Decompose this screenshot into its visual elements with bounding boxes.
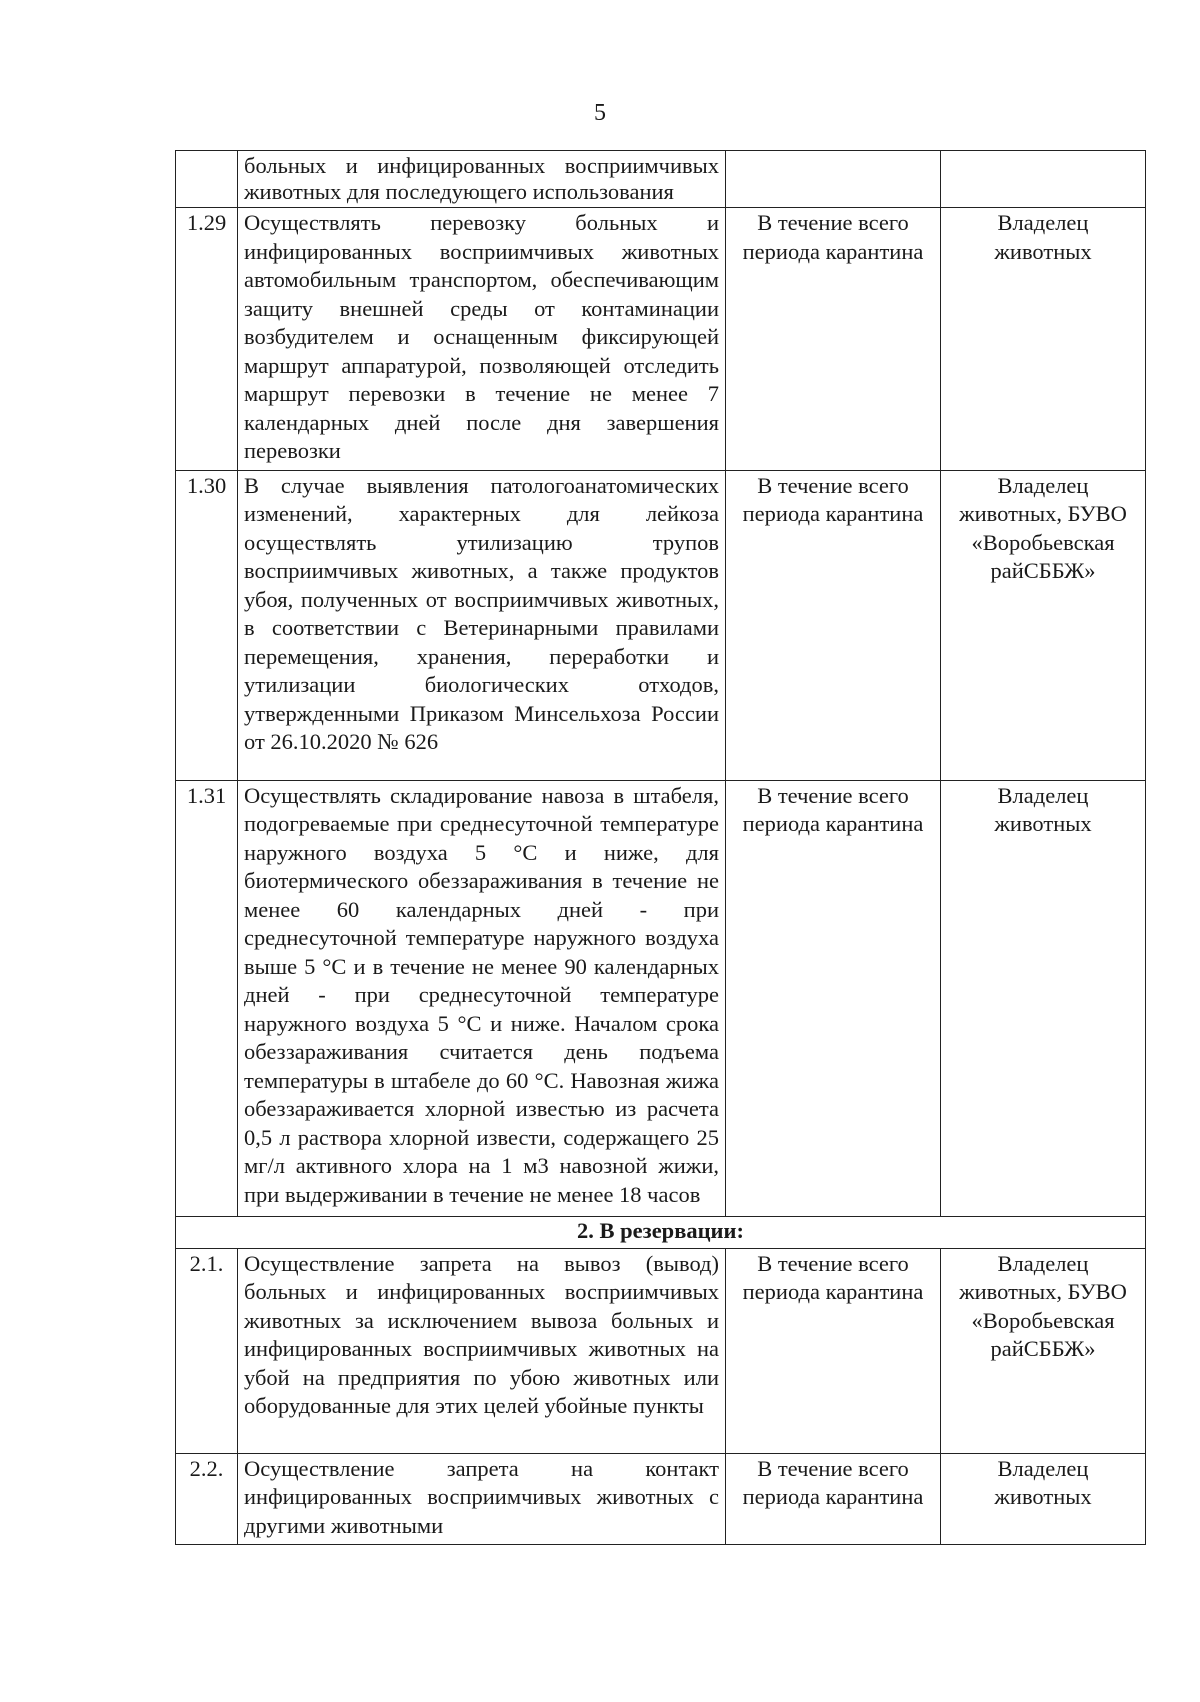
row-measure-text: больных и инфицированных восприимчивых животных для последующего использования: [238, 151, 726, 208]
row-responsible: Владелец животных: [941, 208, 1146, 471]
row-measure-text: Осуществлять перевозку больных и инфицированных восприимчивых животных автомобильным транспортом, обеспечивающим защиту внешней среды от контаминации возбудителем и оснащенным фиксирующей маршрут аппаратурой, позволяющей отследить маршрут перевозки в течение не менее 7 календарных дней после дня завершения перевозки: [238, 208, 726, 471]
row-responsible: Владелец животных: [941, 780, 1146, 1216]
table-row: [176, 151, 1146, 208]
row-responsible: Владелец животных, БУВО «Воробьевская райСББЖ»: [941, 470, 1146, 780]
table-row: [176, 1453, 1146, 1545]
row-number: 2.2.: [176, 1453, 238, 1545]
page-number: 5: [594, 100, 606, 126]
row-responsible: Владелец животных: [941, 1453, 1146, 1545]
table-row: [176, 208, 1146, 471]
row-term: В течение всего периода карантина: [726, 470, 941, 780]
table-row: [176, 1248, 1146, 1453]
row-measure-text: В случае выявления патологоанатомических изменений, характерных для лейкоза осуществлять утилизацию трупов восприимчивых животных, а также продуктов убоя, полученных от восприимчивых животных, в соответствии с Ветеринарными правилами перемещения, хранения, переработки и утилизации биологических отходов, утвержденными Приказом Минсельхоза России от 26.10.2020 № 626: [238, 470, 726, 780]
table-row: [176, 470, 1146, 780]
table-row: [176, 780, 1146, 1216]
section-header-row: [176, 1216, 1146, 1248]
row-number: 1.31: [176, 780, 238, 1216]
measures-table: [175, 150, 1146, 1545]
row-measure-text: Осуществление запрета на контакт инфицированных восприимчивых животных с другими животными: [238, 1453, 726, 1545]
row-number: 1.29: [176, 208, 238, 471]
row-responsible: Владелец животных, БУВО «Воробьевская райСББЖ»: [941, 1248, 1146, 1453]
row-number: [176, 151, 238, 208]
row-term: В течение всего периода карантина: [726, 1453, 941, 1545]
row-measure-text: Осуществлять складирование навоза в штабеля, подогреваемые при среднесуточной температуре наружного воздуха 5 °C и ниже, для биотермического обеззараживания в течение не менее 60 календарных дней - при среднесуточной температуре наружного воздуха выше 5 °C и в течение не менее 90 календарных дней - при среднесуточной температуре наружного воздуха 5 °C и ниже. Началом срока обеззараживания считается день подъема температуры в штабеле до 60 °C. Навозная жижа обеззараживается хлорной известью из расчета 0,5 л раствора хлорной извести, содержащего 25 мг/л активного хлора на 1 м3 навозной жижи, при выдерживании в течение не менее 18 часов: [238, 780, 726, 1216]
row-measure-text: Осуществление запрета на вывоз (вывод) больных и инфицированных восприимчивых животных за исключением вывоза больных и инфицированных восприимчивых животных на убой на предприятия по убою животных или оборудованные для этих целей убойные пункты: [238, 1248, 726, 1453]
row-term: В течение всего периода карантина: [726, 208, 941, 471]
row-number: 1.30: [176, 470, 238, 780]
row-term: В течение всего периода карантина: [726, 1248, 941, 1453]
row-term: [726, 151, 941, 208]
section-title: 2. В резервации:: [176, 1216, 1146, 1248]
row-responsible: [941, 151, 1146, 208]
row-term: В течение всего периода карантина: [726, 780, 941, 1216]
row-number: 2.1.: [176, 1248, 238, 1453]
